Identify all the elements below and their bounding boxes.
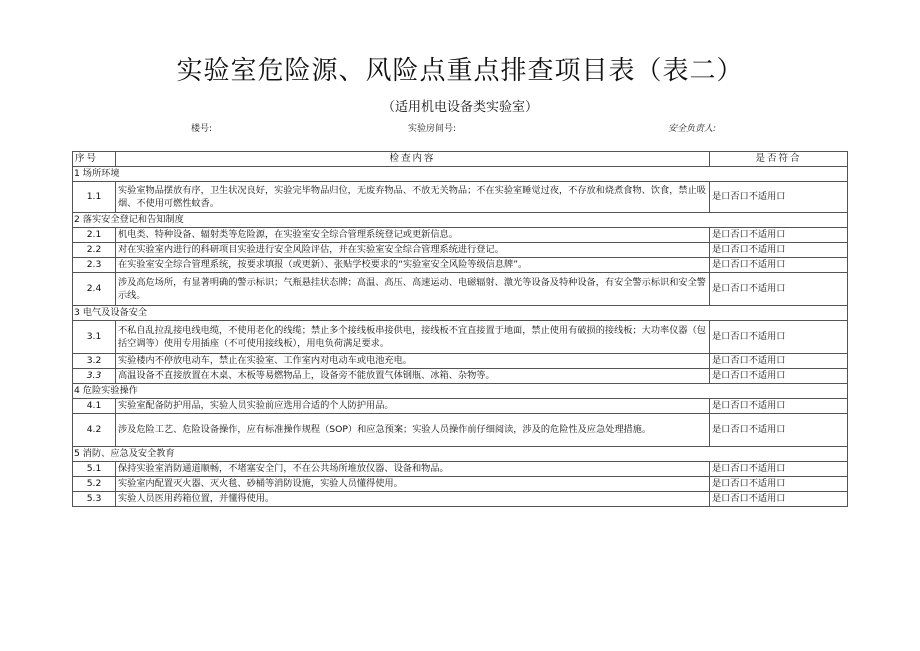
table-row <box>73 369 848 384</box>
section-row <box>73 306 848 321</box>
section-row <box>73 447 848 462</box>
item-number: 5.3 <box>73 492 116 507</box>
table-row <box>73 321 848 354</box>
item-content: 对在实验室内进行的科研项目实验进行安全风险评估，并在实验室安全综合管理系统进行登记。 <box>116 243 710 258</box>
table-row <box>73 182 848 213</box>
table-row <box>73 492 848 507</box>
item-number: 1.1 <box>73 182 116 213</box>
item-number: 2.4 <box>73 273 116 306</box>
item-number: 2.2 <box>73 243 116 258</box>
header-no: 序号 <box>73 152 116 167</box>
section-title: 4 危险实验操作 <box>73 384 848 399</box>
section-row <box>73 167 848 182</box>
section-title: 1 场所环境 <box>73 167 848 182</box>
table-row <box>73 477 848 492</box>
compliance-options[interactable]: 是口否口不适用口 <box>710 462 848 477</box>
item-number: 4.1 <box>73 399 116 414</box>
item-content: 机电类、特种设备、辐射类等危险源，在实验室安全综合管理系统登记或更新信息。 <box>116 228 710 243</box>
item-number: 5.2 <box>73 477 116 492</box>
compliance-options[interactable]: 是口否口不适用口 <box>710 354 848 369</box>
table-row <box>73 243 848 258</box>
item-number: 2.1 <box>73 228 116 243</box>
compliance-options[interactable]: 是口否口不适用口 <box>710 182 848 213</box>
header-content: 检查内容 <box>116 152 710 167</box>
table-row <box>73 228 848 243</box>
compliance-options[interactable]: 是口否口不适用口 <box>710 414 848 447</box>
item-content: 在实验室安全综合管理系统，按要求填报（或更新）、张贴学校要求的“实验室安全风险等级信息牌”。 <box>116 258 710 273</box>
section-title: 3 电气及设备安全 <box>73 306 848 321</box>
table-row <box>73 354 848 369</box>
item-content: 涉及危险工艺、危险设备操作，应有标准操作规程（SOP）和应急预案；实验人员操作前仔细阅读，涉及的危险性及应急处理措施。 <box>116 414 710 447</box>
building-number-label: 楼号: <box>191 124 213 134</box>
compliance-options[interactable]: 是口否口不适用口 <box>710 258 848 273</box>
item-number: 3.3 <box>73 369 116 384</box>
page-subtitle: （适用机电设备类实验室） <box>381 100 538 115</box>
compliance-options[interactable]: 是口否口不适用口 <box>710 477 848 492</box>
section-row <box>73 384 848 399</box>
header-result: 是否符合 <box>710 152 848 167</box>
table-row <box>73 399 848 414</box>
table-header-row <box>73 152 848 167</box>
section-title: 5 消防、应急及安全教育 <box>73 447 848 462</box>
item-number: 5.1 <box>73 462 116 477</box>
compliance-options[interactable]: 是口否口不适用口 <box>710 369 848 384</box>
compliance-options[interactable]: 是口否口不适用口 <box>710 243 848 258</box>
item-content: 实验人员医用药箱位置，并懂得使用。 <box>116 492 710 507</box>
compliance-options[interactable]: 是口否口不适用口 <box>710 228 848 243</box>
item-number: 2.3 <box>73 258 116 273</box>
table-row <box>73 462 848 477</box>
checklist-table <box>72 151 848 507</box>
compliance-options[interactable]: 是口否口不适用口 <box>710 273 848 306</box>
item-content: 实验楼内不停放电动车，禁止在实验室、工作室内对电动车或电池充电。 <box>116 354 710 369</box>
compliance-options[interactable]: 是口否口不适用口 <box>710 492 848 507</box>
section-title: 2 落实安全登记和告知制度 <box>73 213 848 228</box>
item-content: 涉及高危场所，有显著明确的警示标识；气瓶悬挂状态牌；高温、高压、高速运动、电磁辐射、激光等设备及特种设备，有安全警示标识和安全警示线。 <box>116 273 710 306</box>
page-title: 实验室危险源、风险点重点排查项目表（表二） <box>176 56 744 86</box>
table-row <box>73 258 848 273</box>
item-content: 实验室配备防护用品，实验人员实验前应选用合适的个人防护用品。 <box>116 399 710 414</box>
safety-officer-label: 安全负责人: <box>668 124 717 134</box>
item-number: 3.1 <box>73 321 116 354</box>
item-content: 实验室内配置灭火器、灭火毯、砂桶等消防设施，实验人员懂得使用。 <box>116 477 710 492</box>
room-number-label: 实验房间号: <box>408 124 457 134</box>
item-number: 4.2 <box>73 414 116 447</box>
item-content: 实验室物品摆放有序，卫生状况良好，实验完毕物品归位，无废弃物品、不放无关物品；不在实验室睡觉过夜，不存放和烧煮食物、饮食，禁止吸烟、不使用可燃性蚊香。 <box>116 182 710 213</box>
compliance-options[interactable]: 是口否口不适用口 <box>710 399 848 414</box>
table-row <box>73 414 848 447</box>
item-content: 不私自乱拉乱接电线电缆，不使用老化的线缆；禁止多个接线板串接供电，接线板不宜直接置于地面，禁止使用有破损的接线板；大功率仪器（包括空调等）使用专用插座（不可使用接线板），用电负荷满足要求。 <box>116 321 710 354</box>
item-number: 3.2 <box>73 354 116 369</box>
compliance-options[interactable]: 是口否口不适用口 <box>710 321 848 354</box>
item-content: 高温设备不直接放置在木桌、木板等易燃物品上，设备旁不能放置气体钢瓶、冰箱、杂物等。 <box>116 369 710 384</box>
table-row <box>73 273 848 306</box>
section-row <box>73 213 848 228</box>
item-content: 保持实验室消防通道顺畅，不堵塞安全门，不在公共场所堆放仪器、设备和物品。 <box>116 462 710 477</box>
